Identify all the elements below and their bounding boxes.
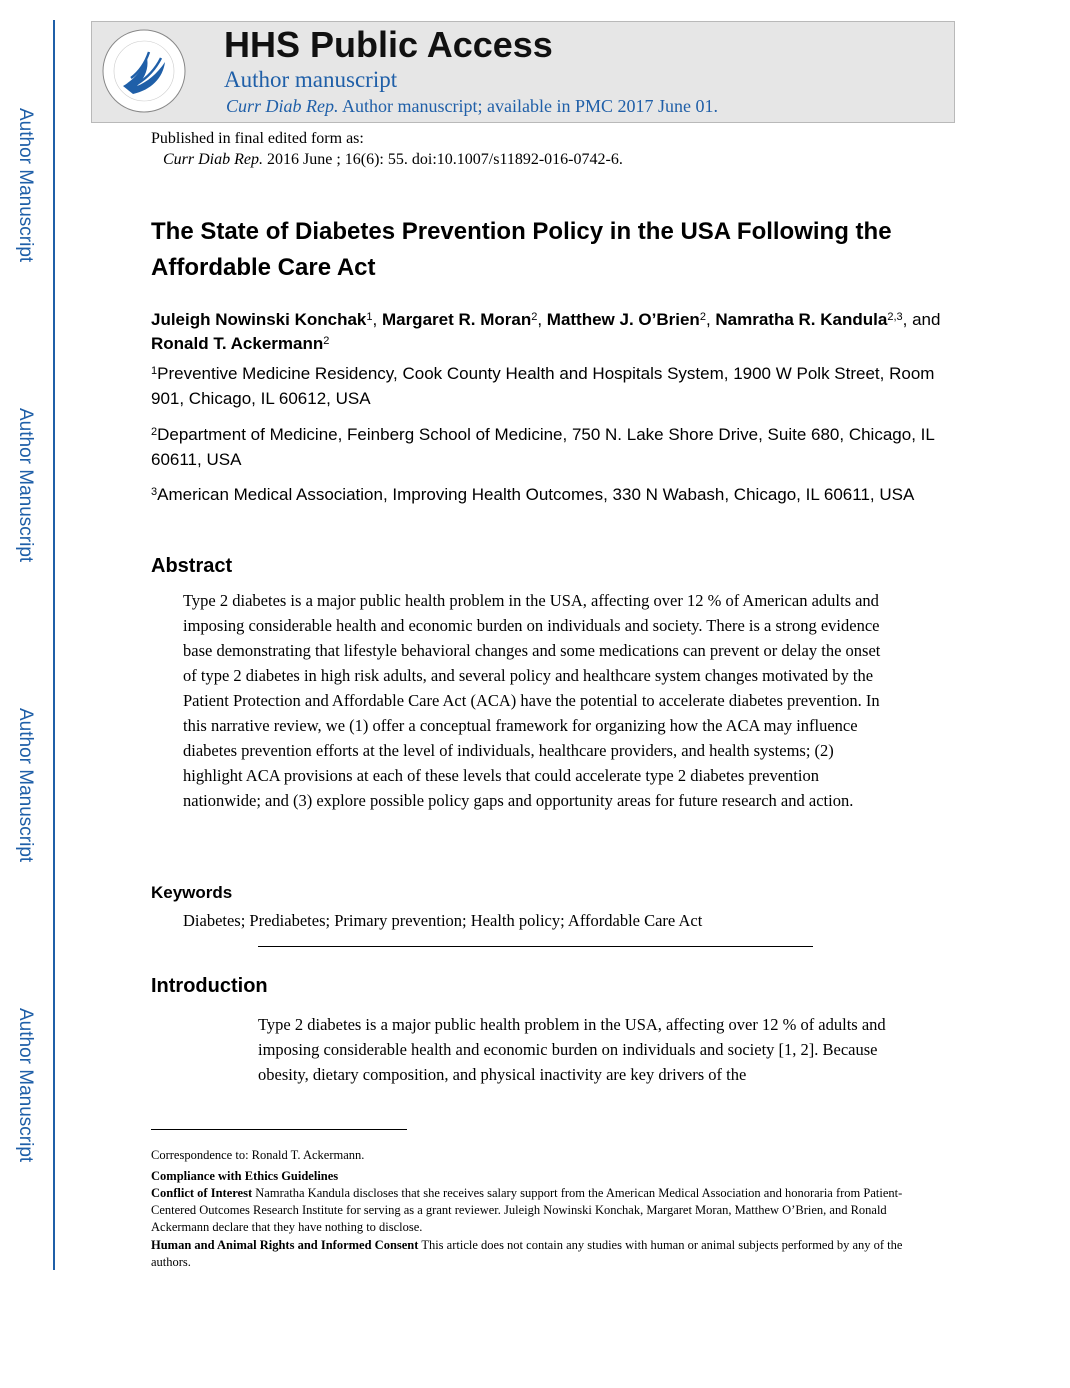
author-name: Ronald T. Ackermann	[151, 334, 324, 353]
published-label: Published in final edited form as:	[151, 130, 364, 147]
compliance-heading: Compliance with Ethics Guidelines	[151, 1169, 339, 1183]
introduction-heading: Introduction	[151, 975, 268, 997]
introduction-text: Type 2 diabetes is a major public health problem in the USA, affecting over 12 % of adults and imposing considerable health and economic burden on individuals and society [1, 2]. Because obesity, dietary composition, and physical inactivity are key drivers of the	[258, 1015, 886, 1084]
correspondence-note: Correspondence to: Ronald T. Ackermann.	[151, 1148, 365, 1162]
abstract-heading: Abstract	[151, 555, 233, 577]
affiliation-3: $^3$American Medical Association, Improving Health Outcomes, 330 N Wabash, Chicago, IL 60611, USA	[151, 485, 915, 504]
section-divider	[258, 946, 813, 947]
abstract-text: Type 2 diabetes is a major public health problem in the USA, affecting over 12 % of American adults and imposing considerable health and economic burden on individuals and society. There is a strong evidence base demonstrating that lifestyle behavioral changes and some medications can prevent or delay the onset of type 2 diabetes in high risk adults, and several policy and healthcare system changes motivated by the Patient Protection and Affordable Care Act (ACA) have the potential to accelerate diabetes prevention. In this narrative review, we (1) offer a conceptual framework for organizing how the ACA may influence diabetes prevention efforts at the level of individuals, healthcare providers, and health systems; (2) highlight ACA provisions at each of these levels that could accelerate type 2 diabetes prevention nationwide; and (3) explore possible policy gaps and opportunity areas for future research and action.	[183, 591, 881, 810]
conflict-of-interest-note: Conflict of Interest Namratha Kandula discloses that she receives salary support from the American Medical Association and honoraria from Patient-Centered Outcomes Research Institute for serving as a grant reviewer. Juleigh Nowinski Konchak, Margaret Moran, Matthew O’Brien, and Ronald Ackermann declare that they have nothing to disclose.	[151, 1186, 903, 1234]
keywords-heading: Keywords	[151, 883, 233, 902]
author-name: Namratha R. Kandula	[715, 310, 888, 329]
article-title: The State of Diabetes Prevention Policy in the USA Following the Affordable Care Act	[151, 218, 892, 281]
hhs-title: HHS Public Access	[224, 24, 553, 65]
informed-consent-note: Human and Animal Rights and Informed Consent This article does not contain any studies with human or animal subjects performed by any of the authors.	[151, 1238, 903, 1269]
author-name: Margaret R. Moran	[381, 310, 532, 329]
affiliation-2: $^2$Department of Medicine, Feinberg School of Medicine, 750 N. Lake Shore Drive, Suite 680, Chicago, IL 60611, USA	[151, 425, 935, 469]
manuscript-subtitle: Author manuscript	[224, 67, 398, 92]
author-name: Juleigh Nowinski Konchak	[151, 310, 367, 329]
footnote-rule	[151, 1129, 407, 1130]
author-name: Matthew J. O’Brien	[546, 310, 700, 329]
author-list: Juleigh Nowinski Konchak$^1$, Margaret R. Moran$^2$, Matthew J. O’Brien$^2$, Namratha R. Kandula$^{2,3}$, and Ronald T. Ackermann$^2$	[151, 310, 941, 353]
hhs-seal-icon	[101, 28, 187, 114]
affiliation-1: $^1$Preventive Medicine Residency, Cook County Health and Hospitals System, 1900 W Polk Street, Room 901, Chicago, IL 60612, USA	[151, 364, 935, 408]
margin-rail	[53, 20, 55, 1270]
keywords-text: Diabetes; Prediabetes; Primary prevention; Health policy; Affordable Care Act	[183, 911, 703, 930]
header-citation: Curr Diab Rep. Author manuscript; available in PMC 2017 June 01.	[226, 96, 718, 116]
published-citation: Curr Diab Rep. 2016 June ; 16(6): 55. doi:10.1007/s11892-016-0742-6.	[163, 151, 623, 168]
